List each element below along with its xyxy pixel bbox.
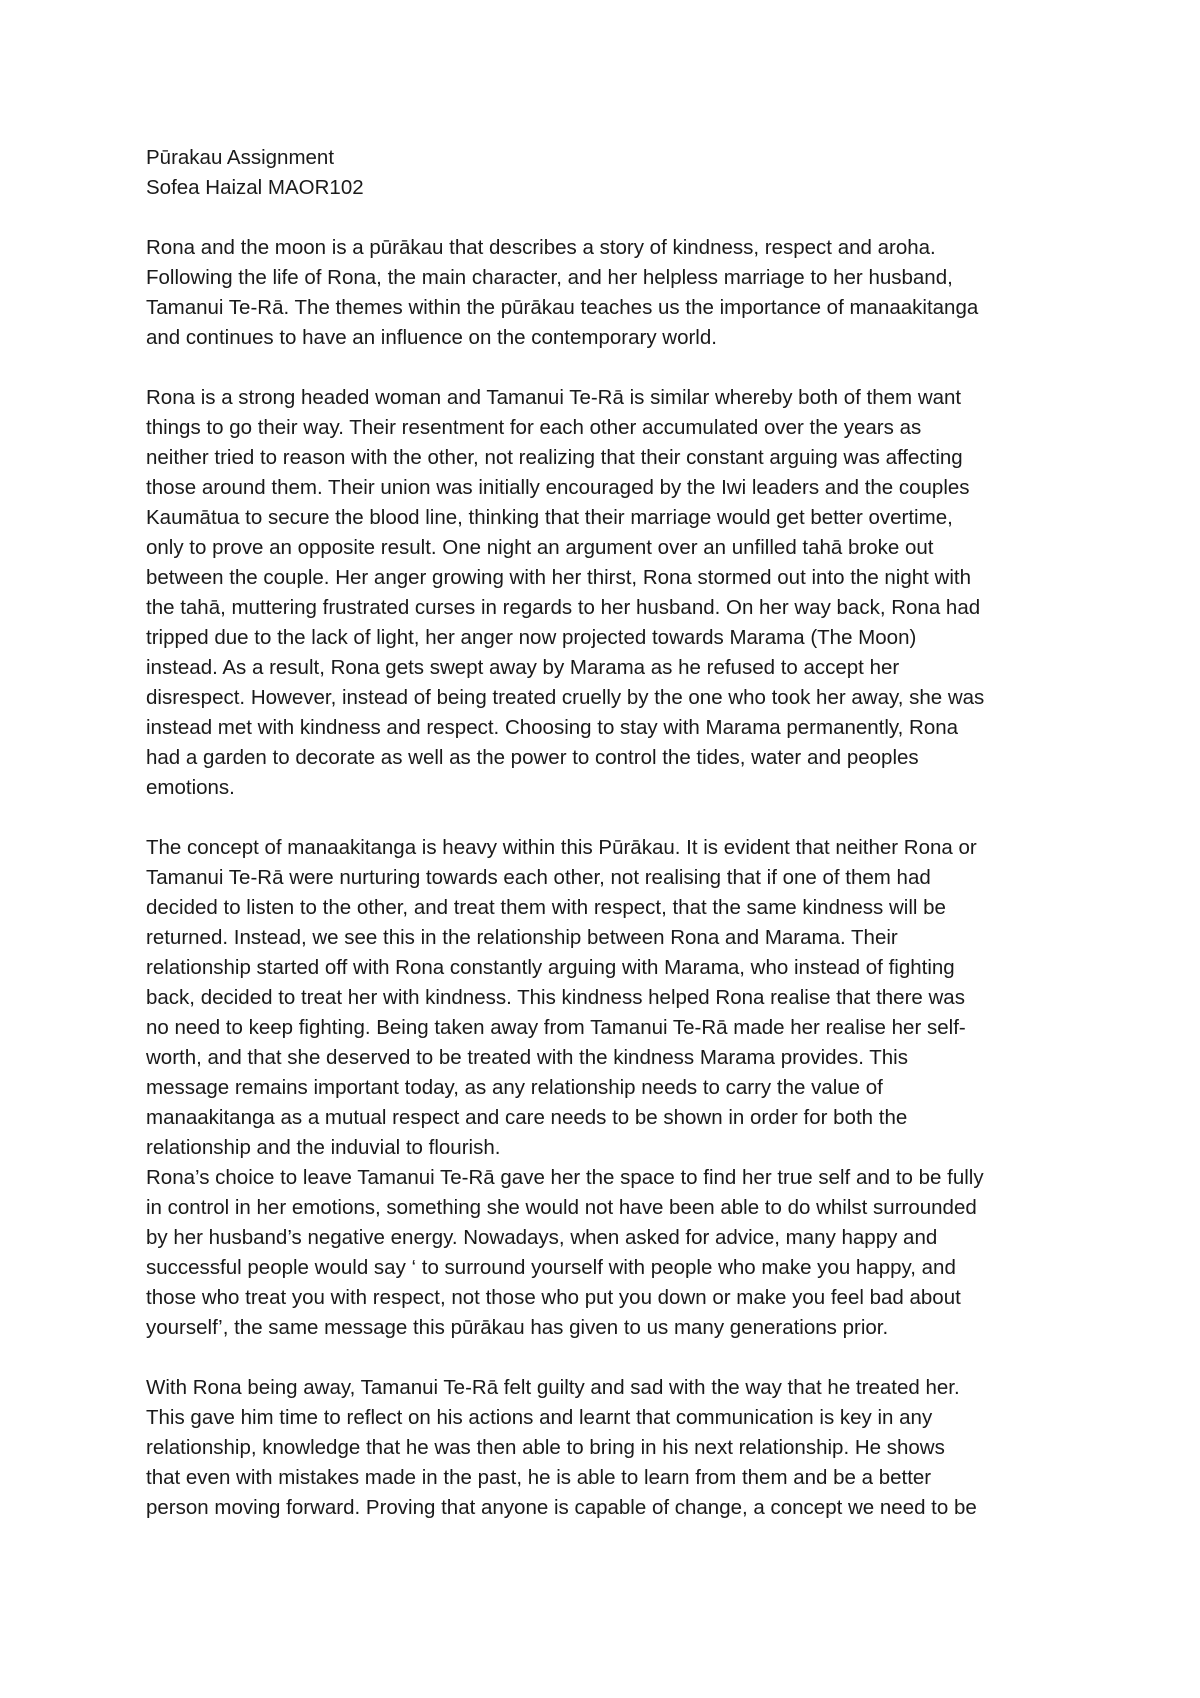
paragraph bbox=[146, 383, 1066, 803]
paragraph-line: Tamanui Te-Rā were nurturing towards each other, not realising that if one of them had bbox=[146, 866, 931, 889]
paragraph-line: relationship, knowledge that he was then able to bring in his next relationship. He shows bbox=[146, 1436, 945, 1459]
paragraph-line: relationship started off with Rona constantly arguing with Marama, who instead of fighting bbox=[146, 956, 955, 979]
paragraph-line: Rona and the moon is a pūrākau that describes a story of kindness, respect and aroha. bbox=[146, 236, 936, 259]
paragraph-line: things to go their way. Their resentment for each other accumulated over the years as bbox=[146, 416, 922, 439]
paragraph-line: emotions. bbox=[146, 776, 235, 799]
paragraph-line: that even with mistakes made in the past, he is able to learn from them and be a better bbox=[146, 1466, 932, 1489]
paragraph-line: relationship and the induvial to flourish. bbox=[146, 1136, 501, 1159]
paragraph-line: message remains important today, as any relationship needs to carry the value of bbox=[146, 1076, 883, 1099]
paragraph-line: Following the life of Rona, the main character, and her helpless marriage to her husband, bbox=[146, 266, 953, 289]
paragraph-line: person moving forward. Proving that anyone is capable of change, a concept we need to be bbox=[146, 1496, 977, 1519]
paragraph-line: manaakitanga as a mutual respect and care needs to be shown in order for both the bbox=[146, 1106, 908, 1129]
paragraph-line: instead. As a result, Rona gets swept away by Marama as he refused to accept her bbox=[146, 656, 900, 679]
paragraph-line: instead met with kindness and respect. Choosing to stay with Marama permanently, Rona bbox=[146, 716, 959, 739]
paragraph-line: only to prove an opposite result. One night an argument over an unfilled tahā broke out bbox=[146, 536, 934, 559]
paragraph-line: in control in her emotions, something she would not have been able to do whilst surrounded bbox=[146, 1196, 977, 1219]
paragraph-line: Rona’s choice to leave Tamanui Te-Rā gave her the space to find her true self and to be fully bbox=[146, 1166, 984, 1189]
paragraph-line: neither tried to reason with the other, not realizing that their constant arguing was affecting bbox=[146, 446, 963, 469]
paragraph-line: Tamanui Te-Rā. The themes within the pūrākau teaches us the importance of manaakitanga bbox=[146, 296, 979, 319]
paragraph-line: no need to keep fighting. Being taken away from Tamanui Te-Rā made her realise her self- bbox=[146, 1016, 966, 1039]
paragraph-line: returned. Instead, we see this in the relationship between Rona and Marama. Their bbox=[146, 926, 898, 949]
paragraph-line: the tahā, muttering frustrated curses in regards to her husband. On her way back, Rona had bbox=[146, 596, 981, 619]
paragraph-line: those who treat you with respect, not those who put you down or make you feel bad about bbox=[146, 1286, 961, 1309]
paragraph-line: With Rona being away, Tamanui Te-Rā felt guilty and sad with the way that he treated her. bbox=[146, 1376, 960, 1399]
paragraph-line: The concept of manaakitanga is heavy within this Pūrākau. It is evident that neither Rona or bbox=[146, 836, 977, 859]
document-header bbox=[146, 143, 1066, 203]
paragraph-line: had a garden to decorate as well as the power to control the tides, water and peoples bbox=[146, 746, 919, 769]
paragraph bbox=[146, 833, 1066, 1163]
document-title: Pūrakau Assignment bbox=[146, 146, 335, 169]
paragraph-line: Rona is a strong headed woman and Tamanui Te-Rā is similar whereby both of them want bbox=[146, 386, 962, 409]
paragraph-line: those around them. Their union was initially encouraged by the Iwi leaders and the couples bbox=[146, 476, 970, 499]
paragraph-line: and continues to have an influence on the contemporary world. bbox=[146, 326, 717, 349]
paragraph bbox=[146, 1163, 1066, 1343]
paragraph-line: by her husband’s negative energy. Nowadays, when asked for advice, many happy and bbox=[146, 1226, 938, 1249]
paragraph-line: disrespect. However, instead of being treated cruelly by the one who took her away, she was bbox=[146, 686, 985, 709]
paragraph bbox=[146, 1373, 1066, 1523]
paragraph-line: back, decided to treat her with kindness. This kindness helped Rona realise that there was bbox=[146, 986, 965, 1009]
author-line: Sofea Haizal MAOR102 bbox=[146, 176, 364, 199]
paragraph-line: This gave him time to reflect on his actions and learnt that communication is key in any bbox=[146, 1406, 933, 1429]
paragraph-line: decided to listen to the other, and treat them with respect, that the same kindness will be bbox=[146, 896, 946, 919]
paragraph bbox=[146, 233, 1066, 353]
document-body bbox=[146, 143, 1066, 1553]
paragraph-line: tripped due to the lack of light, her anger now projected towards Marama (The Moon) bbox=[146, 626, 917, 649]
paragraph-line: between the couple. Her anger growing with her thirst, Rona stormed out into the night with bbox=[146, 566, 972, 589]
paragraph-line: yourself’, the same message this pūrākau has given to us many generations prior. bbox=[146, 1316, 889, 1339]
paragraph-list bbox=[146, 233, 1066, 1523]
paragraph-line: successful people would say ‘ to surround yourself with people who make you happy, and bbox=[146, 1256, 956, 1279]
paragraph-line: Kaumātua to secure the blood line, thinking that their marriage would get better overtime, bbox=[146, 506, 953, 529]
paragraph-line: worth, and that she deserved to be treated with the kindness Marama provides. This bbox=[146, 1046, 908, 1069]
